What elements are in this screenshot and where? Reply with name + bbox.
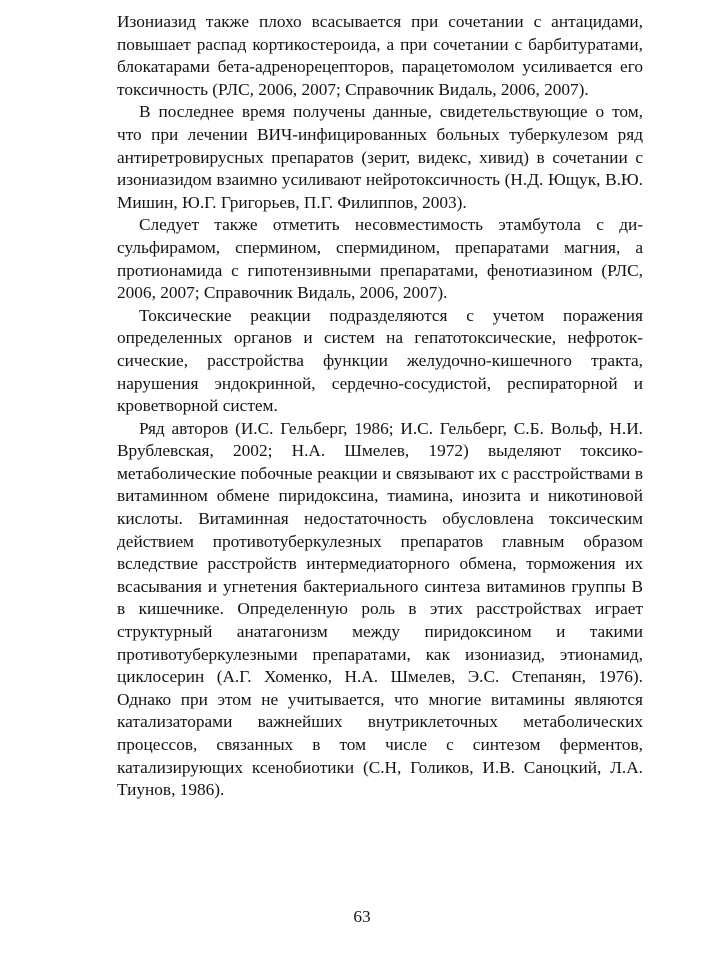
paragraph-4: Токсические реакции подразделяются с учетом поражения определенных органов и систем на гепатотоксические, нефротоксические, расстройства функции желудочно-кишечного тракта, нарушения эндокринной, сердечно-сосудистой, респираторной и кроветворной систем.: [117, 305, 643, 416]
paragraph-3: Следует также отметить несовместимость этамбутола с дисульфирамом, спермином, спермидином, препаратами магния, а протионамида с гипотензивными препаратами, фенотиазином (РЛС, 2006, 2007; Справочник Видаль, 2006, 2007).: [117, 215, 643, 303]
page-number: 63: [353, 907, 371, 926]
body-text: [117, 11, 643, 802]
paragraph-2: В последнее время получены данные, свидетельствующие о том, что при лечении ВИЧ-инфицированных больных туберкулезом ряд антиретровирусных препаратов (зерит, видекс, хивид) в сочетании с изониазидом взаимно усиливают нейротоксичность (Н.Д. Ющук, В.Ю. Мишин, Ю.Г. Григорьев, П.Г. Филиппов, 2003).: [117, 102, 643, 212]
paragraph-1: Изониазид также плохо всасывается при сочетании с антацидами, повышает распад кортикостероида, а при сочетании с барбитуратами, блокатарами бета-адренорецепторов, парацетомолом усиливается его токсичность (РЛС, 2006, 2007; Справочник Видаль, 2006, 2007).: [117, 12, 643, 99]
paragraph-5: Ряд авторов (И.С. Гельберг, 1986; И.С. Гельберг, С.Б. Вольф, Н.И. Врублевская, 2002; Н.А. Шмелев, 1972) выделяют токсикометаболические побочные реакции и связывают их с расстройствами в витаминном обмене пиридоксина, тиамина, инозита и никотиновой кислоты. Витаминная недостаточность обусловлена токсическим действием противотуберкулезных препаратов главным образом вследствие расстройств интермедиаторного обмена, торможения их всасывания и угнетения бактериального синтеза витаминов группы В в кишечнике. Определенную роль в этих расстройствах играет структурный анатагонизм между пиридоксином и такими противотуберкулезными препаратами, как изониазид, этионамид, циклосерин (А.Г. Хоменко, Н.А. Шмелев, Э.С. Степанян, 1976). Однако при этом не учитывается, что многие витамины являются катализаторами важнейших внутриклеточных метаболических процессов, связанных в том числе с синтезом ферментов, катализирующих ксенобиотики (С.Н, Голиков, И.В. Саноцкий, Л.А. Тиунов, 1986).: [117, 418, 643, 800]
